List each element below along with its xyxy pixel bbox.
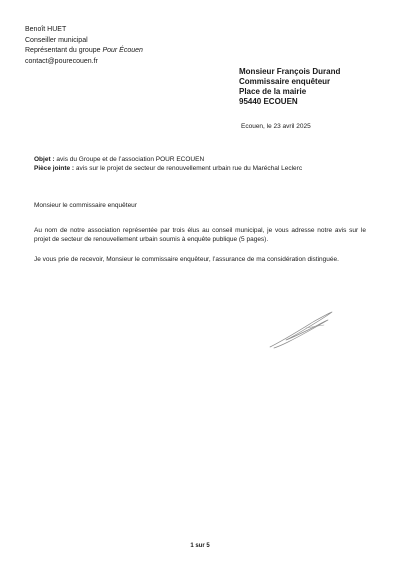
sender-name: Benoît HUET <box>25 26 67 33</box>
recipient-name: Monsieur François Durand <box>239 67 341 76</box>
attachment-text: avis sur le projet de secteur de renouvellement urbain rue du Maréchal Leclerc <box>74 164 303 172</box>
sender-block <box>25 25 143 67</box>
subject-block <box>34 156 302 173</box>
subject-attachment <box>34 165 302 174</box>
sender-group <box>25 46 143 57</box>
attachment-label: Pièce jointe : <box>34 164 75 172</box>
salutation: Monsieur le commissaire enquêteur <box>34 202 137 209</box>
page-number: 1 sur 5 <box>190 543 210 549</box>
object-label: Objet : <box>34 156 55 163</box>
sender-group-prefix: Représentant du groupe <box>25 47 103 54</box>
body-paragraph-1: Au nom de notre association représentée par trois élus au conseil municipal, je vous adresse notre avis sur le projet de secteur de renouvellement urbain soumis à enquête publique (5 pages). <box>34 227 366 243</box>
body-paragraph-2: Je vous prie de recevoir, Monsieur le commissaire enquêteur, l’assurance de ma considération distinguée. <box>34 256 339 263</box>
object-text: avis du Groupe et de l’association POUR ECOUEN <box>54 156 205 163</box>
recipient-block <box>239 67 340 107</box>
recipient-city: 95440 ECOUEN <box>239 97 298 106</box>
handwritten-signature <box>266 310 336 350</box>
date-line: Ecouen, le 23 avril 2025 <box>241 123 311 130</box>
sender-email: contact@pourecouen.fr <box>25 57 98 65</box>
recipient-street: Place de la mairie <box>239 87 307 96</box>
sender-role: Conseiller municipal <box>25 36 88 44</box>
recipient-title: Commissaire enquêteur <box>239 77 331 86</box>
sender-group-name: Pour Écouen <box>102 47 143 54</box>
subject-object <box>34 156 302 165</box>
